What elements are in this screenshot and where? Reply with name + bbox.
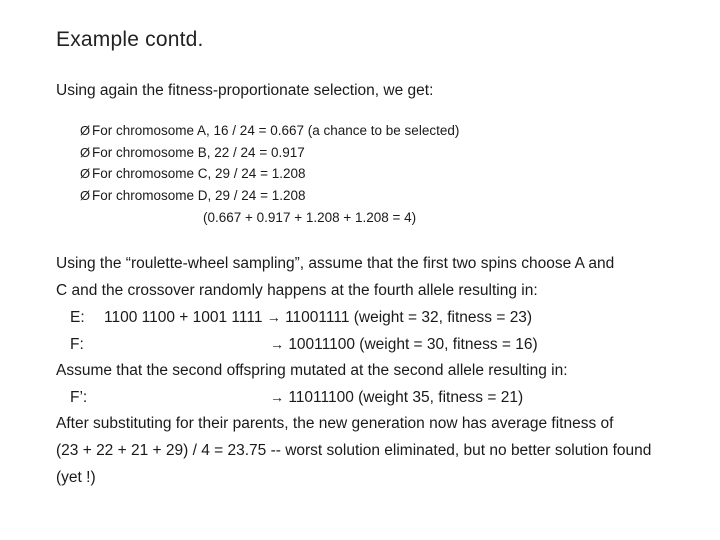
arrow-right-icon: →: [270, 336, 284, 353]
intro-text: Using again the fitness-proportionate selection, we get:: [56, 82, 434, 99]
body-line: Assume that the second offspring mutated at the second allele resulting in:: [56, 361, 568, 379]
arrow-right-icon: →: [270, 389, 284, 406]
crossover-expression: 1100 1100 + 1001 1111: [104, 309, 267, 327]
offspring-fprime-line: [56, 384, 716, 411]
offspring-f-line: [56, 331, 716, 358]
list-item: [80, 142, 459, 164]
bullet-text: For chromosome D, 29 / 24 = 1.208: [92, 187, 306, 203]
offspring-e-result: 11001111 (weight = 32, fitness = 23): [285, 309, 533, 327]
bullet-list: [80, 120, 459, 206]
bullet-text: For chromosome C, 29 / 24 = 1.208: [92, 166, 306, 181]
arrow-right-icon: →: [266, 309, 281, 326]
offspring-f-result: 10011100 (weight = 30, fitness = 16): [288, 336, 538, 354]
list-item: [80, 185, 459, 207]
body-line: (23 + 22 + 21 + 29) / 4 = 23.75 -- worst solution eliminated, but no better solution found: [56, 441, 652, 459]
arrow-bullet-icon: Ø: [80, 187, 91, 203]
offspring-fprime-label: F’:: [70, 389, 88, 407]
offspring-e-label: E:: [70, 309, 85, 327]
arrow-bullet-icon: Ø: [80, 166, 91, 181]
list-item: [80, 163, 459, 185]
arrow-bullet-icon: Ø: [80, 144, 91, 160]
offspring-f-label: F:: [70, 336, 84, 354]
body-line: Using the “roulette-wheel sampling”, assume that the first two spins choose A and: [56, 255, 615, 272]
list-item: [80, 120, 459, 142]
arrow-bullet-icon: Ø: [80, 123, 91, 138]
offspring-fprime-result: 11011100 (weight 35, fitness = 21): [288, 389, 524, 407]
bullet-text: For chromosome A, 16 / 24 = 0.667 (a chance to be selected): [92, 123, 460, 138]
offspring-e-line: [56, 304, 716, 331]
sum-text: (0.667 + 0.917 + 1.208 + 1.208 = 4): [203, 210, 417, 225]
body-text: [56, 251, 716, 491]
body-line: C and the crossover randomly happens at the fourth allele resulting in:: [56, 281, 538, 299]
bullet-text: For chromosome B, 22 / 24 = 0.917: [92, 144, 305, 160]
body-line: (yet !): [56, 468, 96, 486]
slide-title: Example contd.: [56, 28, 204, 51]
body-line: After substituting for their parents, the new generation now has average fitness of: [56, 415, 614, 433]
